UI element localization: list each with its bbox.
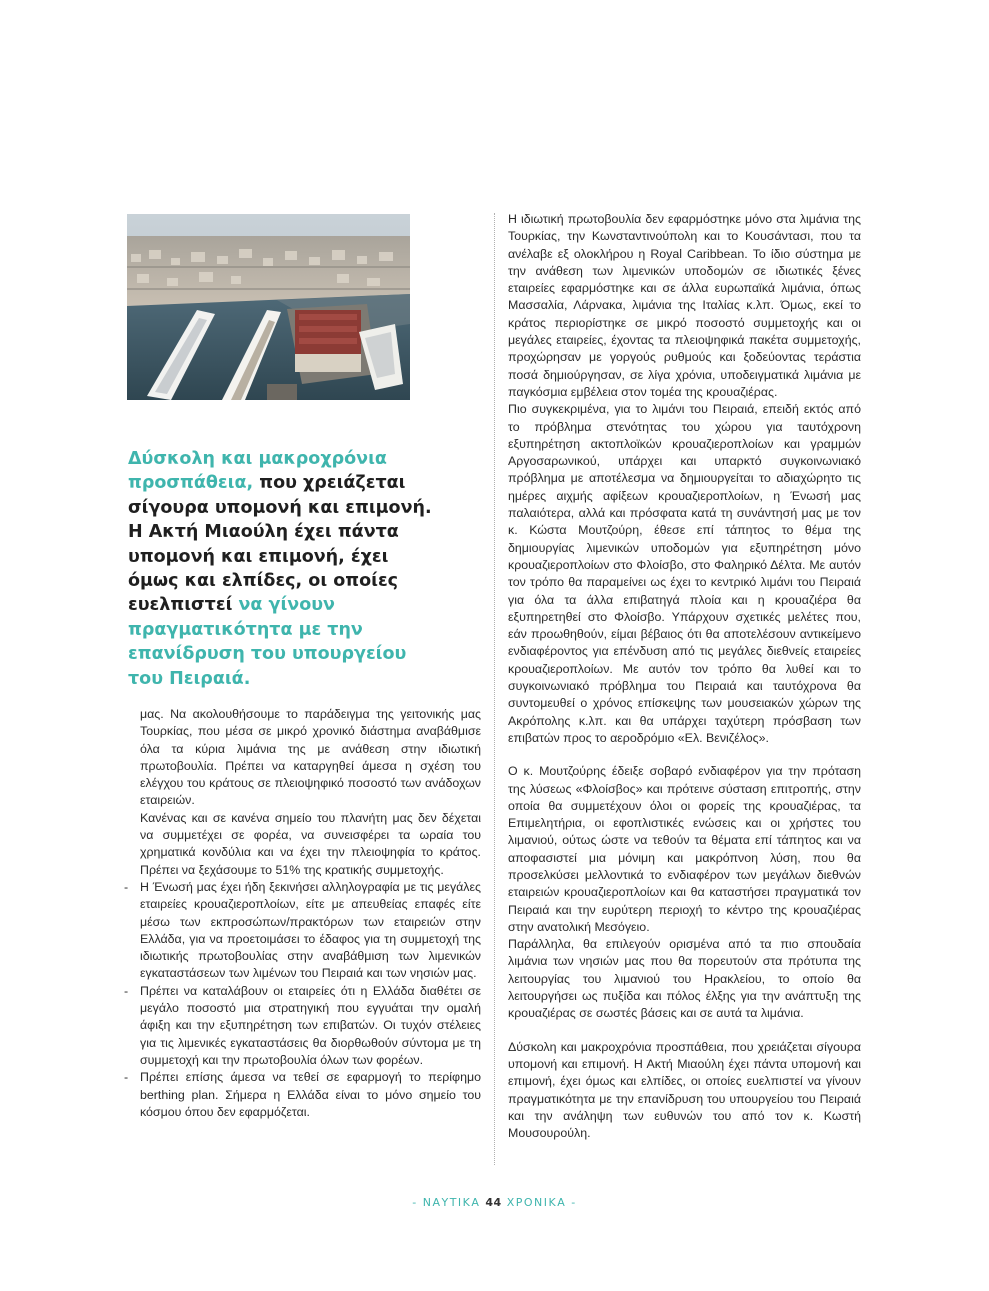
- right-paragraph-3: Ο κ. Μουτζούρης έδειξε σοβαρό ενδιαφέρον για την πρόταση της λύσεως «Φλοίσβος» και πρότεινε σύσταση επιτροπής, στην οποία θα συμμετέχουν όλοι οι φορείς της κρουαζιέρας, τα Επιμελητήρια, οι εφοπλιστικές ενώσεις και οι χρήστες του λιμανιού, ούτως ώστε να τεθούν τα θέματα επί τάπητος και να αποφασιστεί μια μόνιμη και μακρόπνοη λύση, που θα προσελκύσει μελλοντικά το ενδιαφέρον των μεγάλων διεθνών εταιρειών κρουαζιεροπλοίων και θα καταστήσει πραγματικά τον Πειραιά και την ευρύτερη περιοχή το κέντρο της κρουαζιέρας στην ανατολική Μεσόγειο.: [508, 764, 861, 934]
- column-divider: [494, 213, 495, 1165]
- pull-quote-highlight-start: Δύσκολη και μακροχρόνια προσπάθεια,: [128, 449, 387, 494]
- bullet-text: Πρέπει να καταλάβουν οι εταιρείες ότι η Ελλάδα διαθέτει σε μεγάλο ποσοστό μια στρατηγική που εγγυάται την ομαλή άφιξη και την εξυπηρέτηση των επιβατών. Οι τυχόν στέλειες για τις λιμενικές εγκαταστάσεις θα διορθωθούν σύντομα με τη συμμετοχή και την πρωτοβουλία όλων των φορέων.: [140, 983, 481, 1067]
- piraeus-port-photo: [127, 214, 410, 400]
- bullet-item: [124, 1069, 481, 1121]
- right-paragraph-5: Δύσκολη και μακροχρόνια προσπάθεια, που χρειάζεται σίγουρα υπομονή και επιμονή. Η Ακτή Μιαούλη έχει πάντα υπομονή και επιμονή, έχει όμως και ελπίδες, οι οποίες ευελπιστεί να γίνουν πραγματικότητα με την επανίδρυση του υπουργείου του Πειραιά και την ανάληψη των ευθυνών του από τον κ. Κωστή Μουσουρούλη.: [508, 1039, 861, 1141]
- paragraph-gap: [508, 747, 861, 763]
- page-footer: [0, 1196, 989, 1209]
- bullet-dash: -: [124, 1070, 129, 1085]
- pull-quote-highlight-end: να γίνουν πραγματικότητα με την επανίδρυση του υπουργείου του Πειραιά.: [128, 595, 407, 689]
- right-paragraph-4: Παράλληλα, θα επιλεγούν ορισμένα από τα πιο σπουδαία λιμάνια των νησιών μας που θα πορευτούν στα πρότυπα της λειτουργίας του λιμανιού του Ηρακλείου, το οποίο θα λειτουργήσει ως πυξίδα και πόλος έλξης για την ανάπτυξη της κρουαζιέρας σε σωστές βάσεις και σε αυτά τα λιμάνια.: [508, 937, 861, 1021]
- left-paragraph-1: μας. Να ακολουθήσουμε το παράδειγμα της γειτονικής μας Τουρκίας, που μέσα σε μικρό χρονικό διάστημα αναβάθμισε όλα τα κύρια λιμάνια της με ανάθεση στην ιδιωτική πρωτοβουλία. Πρέπει να καταργηθεί άμεσα η σχέση του ελέγχου του κράτους σε πλειοψηφικό ποσοστό των ανάδοχων εταιρειών.: [140, 707, 481, 808]
- footer-magazine-name-right: ΧΡΟΝΙΚΑ -: [506, 1196, 577, 1209]
- bullet-item: [124, 983, 481, 1069]
- right-paragraph-1: Η ιδιωτική πρωτοβουλία δεν εφαρμόστηκε μόνο στα λιμάνια της Τουρκίας, την Κωνσταντινούπολη και το Κουσάντασι, που τα ανέλαβε εξ ολοκλήρου η Royal Caribbean. Το ίδιο σύστημα με την ανάθεση των λιμενικών υποδομών σε ιδιωτικές ξένες εταιρείες εφαρμόστηκε και σε άλλα ευρωπαϊκά λιμάνια, όπως Μασσαλία, Λάρνακα, λιμάνια της Ιταλίας κ.λπ. Όμως, εκεί το κράτος περιορίστηκε σε μικρό ποσοστό συμμετοχής και οι μεγάλες εταιρείες, έχοντας τα πλειοψηφικά πακέτα συμμετοχής, προχώρησαν με γοργούς ρυθμούς και ξοδεύοντας τεράστια ποσά δημιούργησαν, σε λίγα χρόνια, υποδειγματικά λιμάνια με παγκόσμια εμβέλεια στον τομέα της κρουαζιέρας.: [508, 212, 861, 399]
- left-column: [124, 706, 481, 1121]
- pull-quote-body: που χρειάζεται σίγουρα υπομονή και επιμονή. Η Ακτή Μιαούλη έχει πάντα υπομονή και επιμονή, έχει όμως και ελπίδες, οι οποίες ευελπιστεί: [128, 473, 432, 616]
- bullet-dash: -: [124, 879, 129, 894]
- page-number: 44: [485, 1196, 502, 1209]
- bullet-item: [124, 879, 481, 983]
- pull-quote: [128, 447, 433, 691]
- bullet-dash: -: [124, 983, 129, 998]
- right-paragraph-2: Πιο συγκεκριμένα, για το λιμάνι του Πειραιά, επειδή εκτός από το πρόβλημα στενότητας του χώρου για ταυτόχρονη εξυπηρέτηση ακτοπλοϊκών κρουαζιεροπλοίων και γραμμών Αργοσαρωνικού, υπάρχει και υπαρκτό συγκοινωνιακό πρόβλημα με αποτέλεσμα να δημιουργείται το αδιαχώρητο τις ημέρες αιχμής αφίξεων κρουαζιεροπλοίων, η Ένωσή μας παλαιότερα, αλλά και πρόσφατα κατά τη συνάντησή μας με τον κ. Κώστα Μουτζούρη, έθεσε επί τάπητος το θέμα της δημιουργίας λιμενικών υποδομών για εξυπηρέτηση μόνο κρουαζιεροπλοίων στο Φλοίσβο, στο Φαληρικό Δέλτα. Με αυτόν τον τρόπο θα παραμείνει ως έχει το κεντρικό λιμάνι του Πειραιά για όλα τα άλλα επιβατηγά πλοία και η κρουαζιέρα θα εξυπηρετηθεί στο Φλοίσβο. Υπάρχουν σχετικές μελέτες που, εάν προωθηθούν, είμαι βέβαιος ότι θα αποτελέσουν αντικείμενο ενδιαφέροντος για επένδυση από τις μεγάλες διεθνείς εταιρείες κρουαζιεροπλοίων. Με αυτόν τον τρόπο θα λυθεί και το συγκοινωνιακό πρόβλημα του Πειραιά και ταυτόχρονα θα συντομευθεί ο χρόνος επίσκεψης των μουσειακών χώρων της Ακρόπολης κ.λπ. και θα υπάρχει ταχύτερη πρόσβαση των επιβατών προς το αεροδρόμιο «Ελ. Βενιζέλος».: [508, 402, 861, 745]
- bullet-text: Πρέπει επίσης άμεσα να τεθεί σε εφαρμογή το περίφημο berthing plan. Σήμερα η Ελλάδα είναι το μόνο σημείο του κόσμου όπου δεν εφαρμόζεται.: [140, 1070, 481, 1119]
- footer-magazine-name-left: - ΝΑΥΤΙΚΑ: [412, 1196, 481, 1209]
- left-paragraph-2: Κανένας και σε κανένα σημείο του πλανήτη μας δεν δέχεται να συμμετέχει σε φορέα, να συνεισφέρει τα ωραία του χρηματικά κονδύλια και να έχει την πλειοψηφία το κράτος. Πρέπει να ξεχάσουμε το 51% της κρατικής συμμετοχής.: [140, 810, 481, 877]
- right-column: [508, 211, 861, 1142]
- paragraph-gap: [508, 1023, 861, 1039]
- bullet-text: Η Ένωσή μας έχει ήδη ξεκινήσει αλληλογραφία με τις μεγάλες εταιρείες κρουαζιεροπλοίων, είτε με απευθείας επαφές είτε μέσω των εκπροσώπων/πρακτόρων των εταιρειών στην Ελλάδα, για να προετοιμάσει το έδαφος για τη συμμετοχή της ιδιωτικής πρωτοβουλίας στην αναβάθμιση των λιμενικών εγκαταστάσεων των λιμένων του Πειραιά και των νησιών μας.: [140, 879, 481, 981]
